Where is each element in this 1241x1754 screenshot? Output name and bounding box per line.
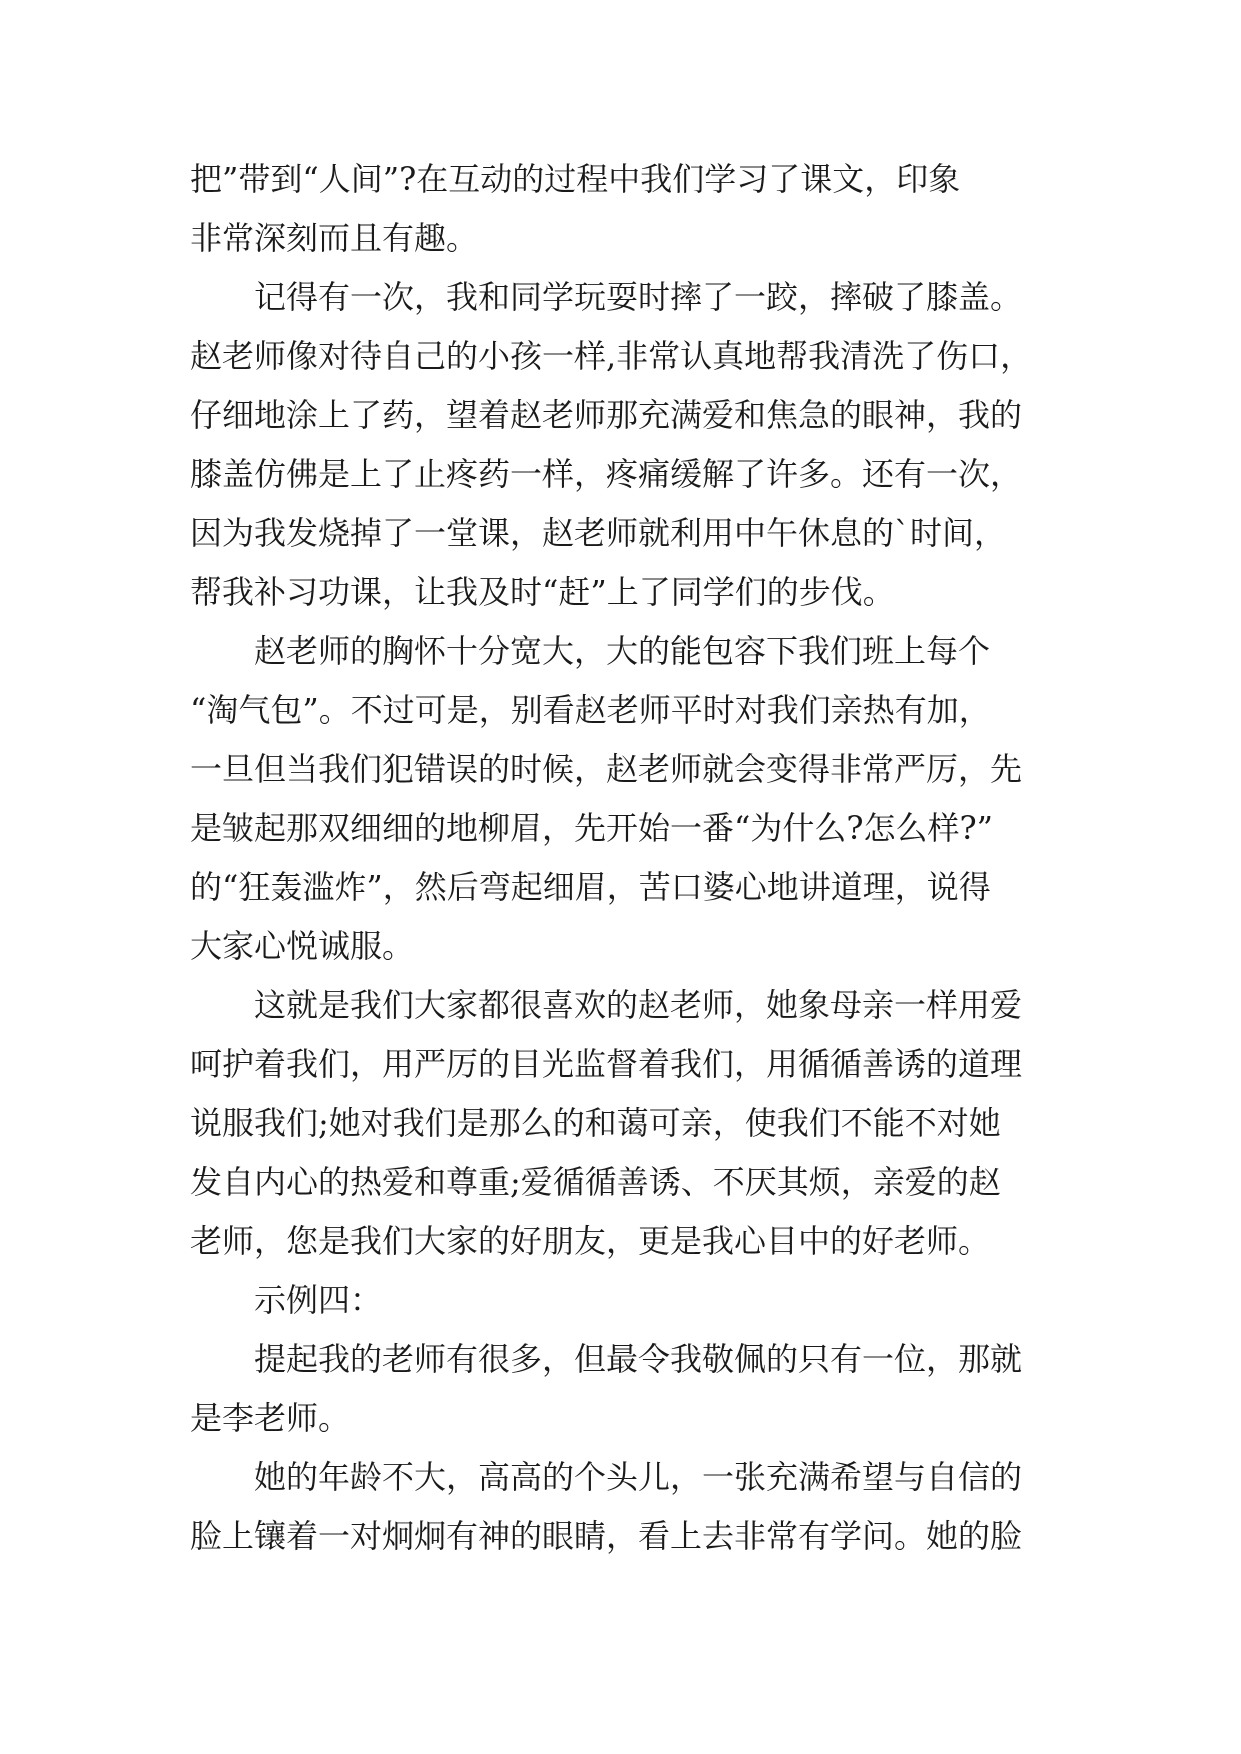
text-line: 把”带到“人间”?在互动的过程中我们学习了课文，印象 [190, 160, 961, 198]
text-line: 提起我的老师有很多，但最令我敬佩的只有一位，那就 [254, 1340, 1023, 1378]
text-line: 示例四： [254, 1281, 383, 1319]
text-line: 发自内心的热爱和尊重;爱循循善诱、不厌其烦，亲爱的赵 [190, 1163, 1001, 1201]
text-line: 非常深刻而且有趣。 [190, 219, 479, 257]
text-line: 说服我们;她对我们是那么的和蔼可亲，使我们不能不对她 [190, 1104, 1001, 1142]
text-line: 是李老师。 [190, 1399, 351, 1437]
text-line: 她的年龄不大，高高的个头儿，一张充满希望与自信的 [254, 1458, 1023, 1496]
text-line: 是皱起那双细细的地柳眉，先开始一番“为什么?怎么样?” [190, 809, 994, 847]
text-line: 的“狂轰滥炸”，然后弯起细眉，苦口婆心地讲道理，说得 [190, 868, 991, 906]
text-line: 这就是我们大家都很喜欢的赵老师，她象母亲一样用爱 [254, 986, 1023, 1024]
text-line: 记得有一次，我和同学玩耍时摔了一跤，摔破了膝盖。 [254, 278, 1023, 316]
text-line: 一旦但当我们犯错误的时候，赵老师就会变得非常严厉，先 [190, 750, 1023, 788]
document-page [190, 150, 1060, 1566]
text-line: 大家心悦诚服。 [190, 927, 415, 965]
text-line: 呵护着我们，用严厉的目光监督着我们，用循循善诱的道理 [190, 1045, 1023, 1083]
text-line: 赵老师的胸怀十分宽大，大的能包容下我们班上每个 [254, 632, 991, 670]
text-line: 老师，您是我们大家的好朋友，更是我心目中的好老师。 [190, 1222, 991, 1260]
text-line: “淘气包”。不过可是，别看赵老师平时对我们亲热有加， [190, 691, 991, 729]
text-line: 帮我补习功课，让我及时“赶”上了同学们的步伐。 [190, 573, 895, 611]
text-line: 脸上镶着一对炯炯有神的眼睛，看上去非常有学问。她的脸 [190, 1517, 1023, 1555]
text-line: 赵老师像对待自己的小孩一样,非常认真地帮我清洗了伤口， [190, 337, 1033, 375]
text-line: 因为我发烧掉了一堂课，赵老师就利用中午休息的`时间， [190, 514, 1007, 552]
text-line: 膝盖仿佛是上了止疼药一样，疼痛缓解了许多。还有一次， [190, 455, 1023, 493]
text-line: 仔细地涂上了药，望着赵老师那充满爱和焦急的眼神，我的 [190, 396, 1023, 434]
